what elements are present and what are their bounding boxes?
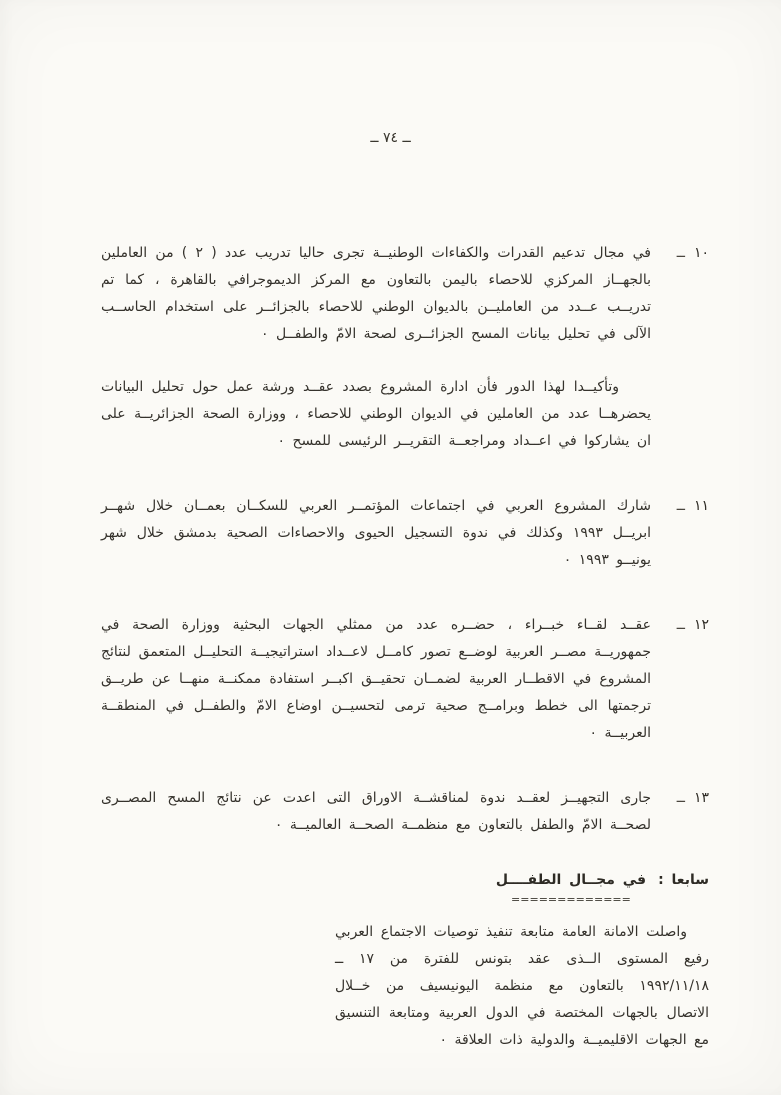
item-body <box>101 240 651 455</box>
item-number: ١٠ <box>693 245 709 261</box>
item-dash: ــ <box>676 245 685 261</box>
page-number: ــ ٧٤ ــ <box>370 130 411 146</box>
section-title-underline: ============= <box>511 895 631 904</box>
list-item-13 <box>101 785 709 839</box>
item-body <box>101 785 651 839</box>
paragraph: جارى التجهيــز لعقــد ندوة لمناقشــة الاوراق التى اعدت عن نتائج المسح المصــرى لصحــة الامّ والطفل بالتعاون مع منظمــة الصحــة العالميــة ٠ <box>101 790 651 833</box>
section-paragraph: واصلت الامانة العامة متابعة تنفيذ توصيات الاجتماع العربي رفيع المستوى الــذى عقد بتونس للفترة من ١٧ ــ ١٩٩٢/١١/١٨ بالتعاون مع منظمة اليونيسيف من خــلال الاتصال بالجهات المختصة في الدول العربية ومتابعة التنسيق مع الجهات الاقليميــة والدولية ذات العلاقة ٠ <box>335 924 709 1048</box>
section-title-wrap <box>496 867 646 904</box>
item-marker <box>651 493 709 574</box>
list-item-10 <box>101 240 709 455</box>
section-heading <box>101 867 709 904</box>
item-dash: ــ <box>676 498 685 514</box>
paragraph: وتأكيــدا لهذا الدور فأن ادارة المشروع بصدد عقــد ورشة عمل حول تحليل البيانات يحضرهــا عدد من العاملين في الديوان الوطني للاحصاء ، ووزارة الصحة الجزائريــة على ان يشاركوا في اعــداد ومراجعــة التقريــر الرئيسى للمسح ٠ <box>101 379 651 449</box>
list-item-11 <box>101 493 709 574</box>
item-number: ١٢ <box>693 617 709 633</box>
item-dash: ــ <box>676 790 685 806</box>
item-body <box>101 493 651 574</box>
document-body <box>101 240 709 1054</box>
item-marker <box>651 612 709 747</box>
item-marker <box>651 785 709 839</box>
item-number: ١٣ <box>693 790 709 806</box>
section-label: سابعا : <box>658 872 709 888</box>
item-number: ١١ <box>693 498 709 514</box>
item-body <box>101 612 651 747</box>
section-title: في مجــال الطفــــل <box>495 872 647 888</box>
paragraph: عقــد لقــاء خبــراء ، حضــره عدد من ممثلي الجهات البحثية ووزارة الصحة في جمهوريــة مصــر العربية لوضــع تصور كامــل لاعــداد استراتيجيــة التحليــل المتعمق لنتائج المشروع في الاقطــار العربية لضمــان تحقيــق اكبــر استفادة ممكنــة منهــا عن طريــق ترجمتها الى خطط وبرامــج صحية ترمى لتحسيــن اوضاع الامّ والطفــل في المنطقــة العربيــة ٠ <box>101 617 651 741</box>
paragraph: في مجال تدعيم القدرات والكفاءات الوطنيــة تجرى حاليا تدريب عدد ( ٢ ) من العاملين بالجهــاز المركزي للاحصاء باليمن بالتعاون مع المركز الديموجرافي بالقاهرة ، كما تم تدريــب عــدد من العامليــن بالديوان الوطني للاحصاء بالجزائــر على استخدام الحاســب الآلى في تحليل بيانات المسح الجزائــرى لصحة الامّ والطفــل ٠ <box>101 245 651 342</box>
item-marker <box>651 240 709 455</box>
item-dash: ــ <box>676 617 685 633</box>
list-item-12 <box>101 612 709 747</box>
paragraph: شارك المشروع العربي في اجتماعات المؤتمــر العربي للسكــان بعمــان خلال شهــر ابريــل ١٩٩٣ وكذلك في ندوة التسجيل الحيوى والاحصاءات الصحية بدمشق خلال شهر يونيــو ١٩٩٣ ٠ <box>101 498 651 568</box>
section-child-affairs <box>101 867 709 1054</box>
